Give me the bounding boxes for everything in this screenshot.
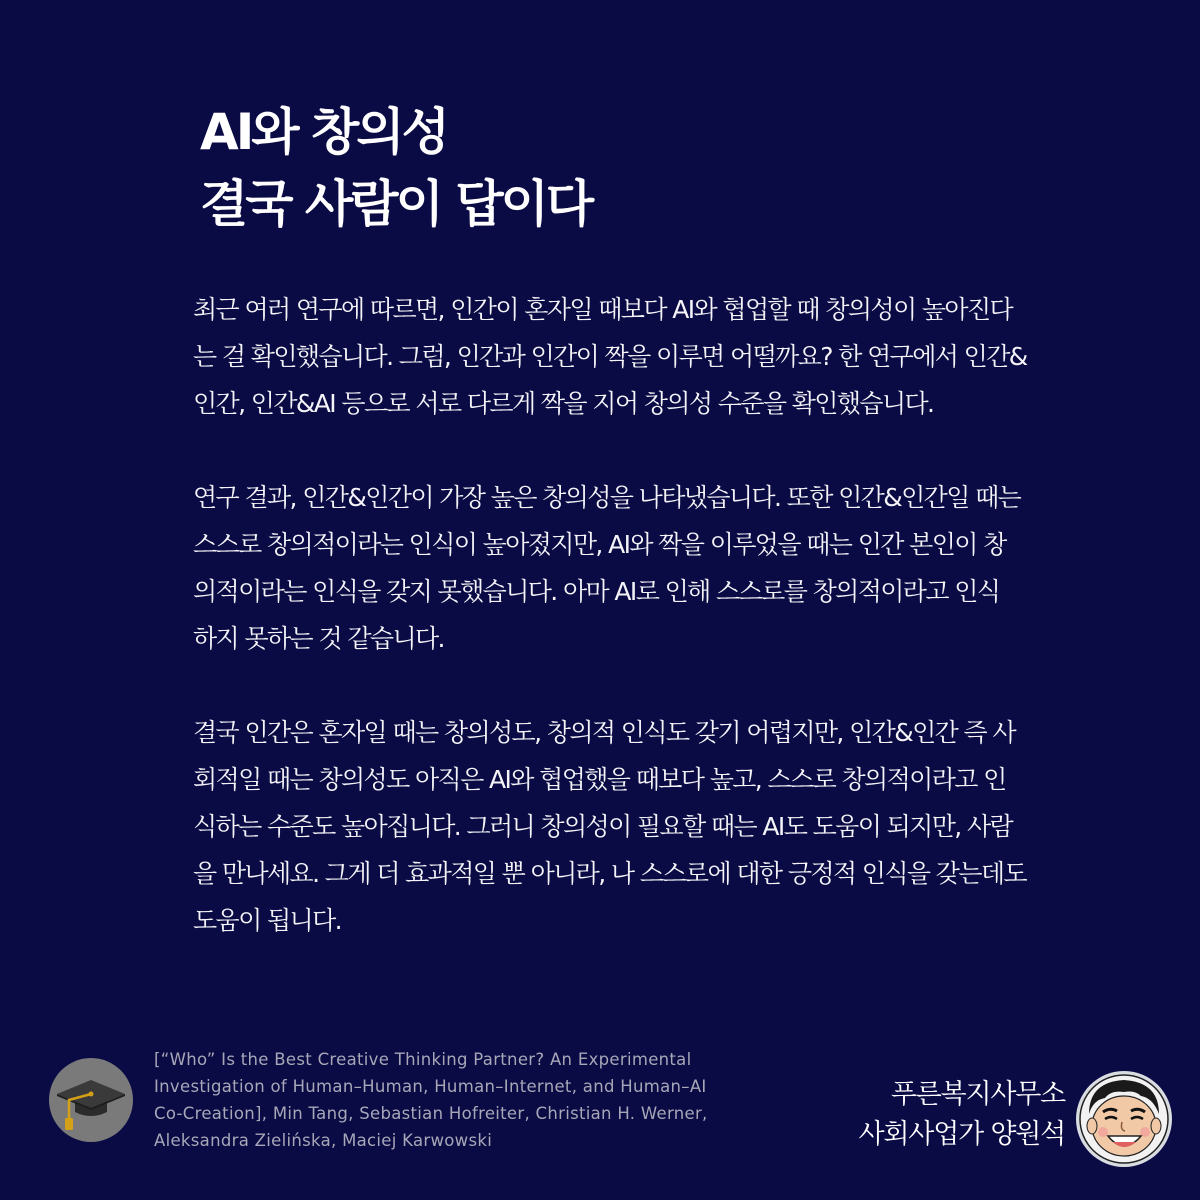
author-name: 사회사업가 양원석	[858, 1119, 1065, 1150]
article-body	[193, 286, 1033, 944]
citation-text: [“Who” Is the Best Creative Thinking Partner? An Experimental Investigation of Human–Human, Human–Internet, and Human–AI Co-Creation], Min Tang, Sebastian Hofreiter, Christian H. Werner, Aleksandra Zielińska, Maciej Karwowski	[154, 1050, 708, 1150]
author-org: 푸른복지사무소	[890, 1079, 1065, 1110]
avatar	[1075, 1070, 1173, 1168]
paragraph-1: 최근 여러 연구에 따르면, 인간이 혼자일 때보다 AI와 협업할 때 창의성이 높아진다 는 걸 확인했습니다. 그럼, 인간과 인간이 짝을 이루면 어떨까요? 한 연구에서 인간& 인간, 인간&AI 등으로 서로 다르게 짝을 지어 창의성 수준을 확인했습니다.	[193, 295, 1027, 418]
title-line-1: AI와 창의성	[200, 103, 447, 161]
author-credit	[859, 1075, 1065, 1155]
graduation-cap-icon	[49, 1058, 133, 1142]
paragraph-2: 연구 결과, 인간&인간이 가장 높은 창의성을 나타냈습니다. 또한 인간&인간일 때는 스스로 창의적이라는 인식이 높아졌지만, AI와 짝을 이루었을 때는 인간 본인이 창 의적이라는 인식을 갖지 못했습니다. 아마 AI로 인해 스스로를 창의적이라고 인식 하지 못하는 것 같습니다.	[193, 483, 1021, 653]
title-line-2: 결국 사람이 답이다	[200, 175, 592, 233]
paragraph-3: 결국 인간은 혼자일 때는 창의성도, 창의적 인식도 갖기 어렵지만, 인간&인간 즉 사 회적일 때는 창의성도 아직은 AI와 협업했을 때보다 높고, 스스로 창의적이라고 인 식하는 수준도 높아집니다. 그러니 창의성이 필요할 때는 AI도 도움이 되지만, 사람 을 만나세요. 그게 더 효과적일 뿐 아니라, 나 스스로에 대한 긍정적 인식을 갖는데도 도움이 됩니다.	[193, 718, 1027, 935]
page-title	[200, 96, 591, 240]
